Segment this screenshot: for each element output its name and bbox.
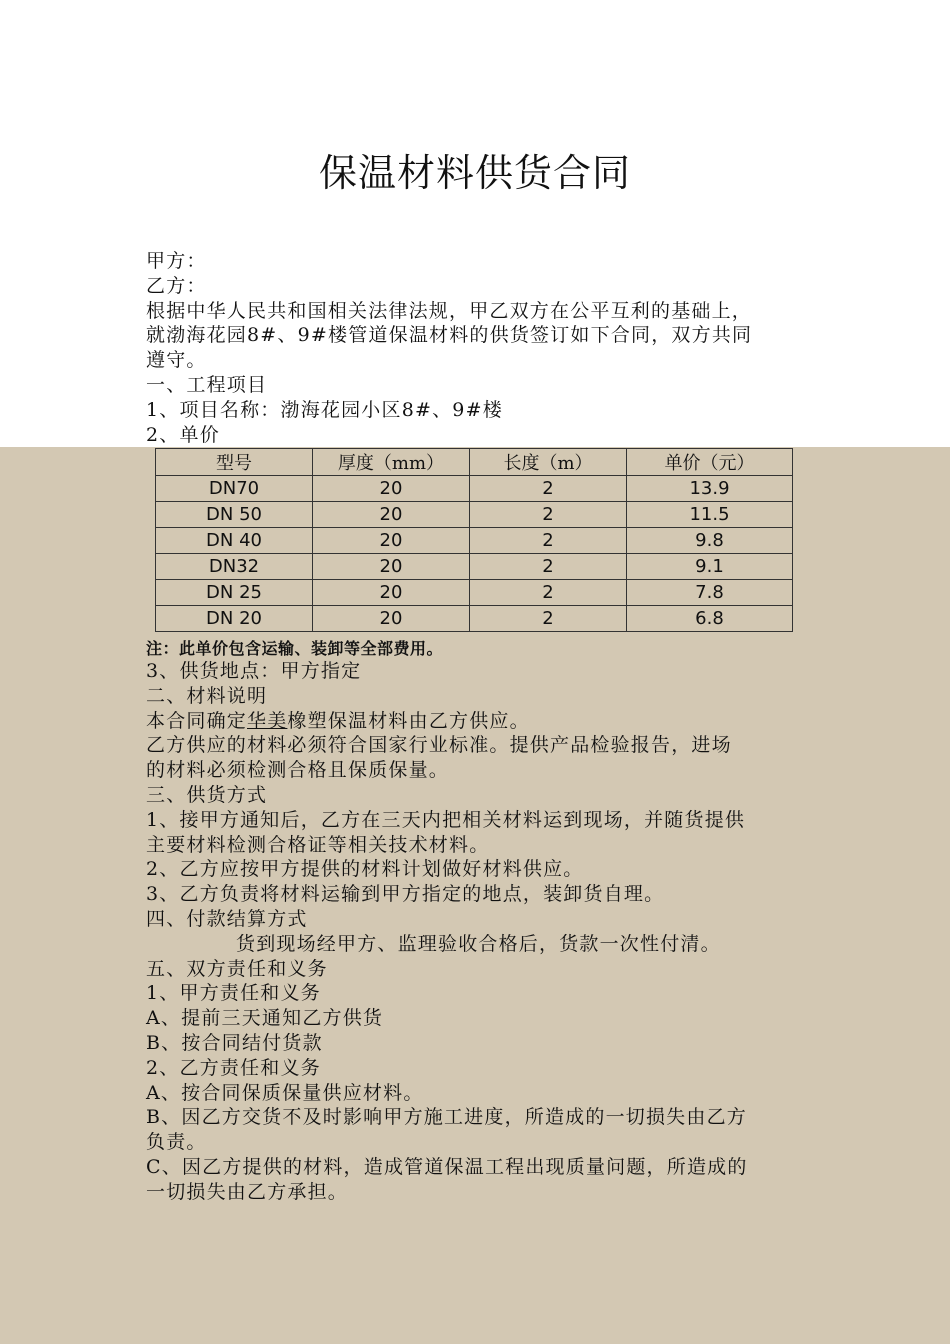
cell-price: 13.9 [627, 476, 793, 502]
supply-method-line: 2、乙方应按甲方提供的材料计划做好材料供应。 [146, 858, 584, 881]
price-table-container [155, 448, 793, 632]
material-line-post: 橡塑保温材料由乙方供应。 [287, 709, 530, 732]
material-line-pre: 本合同确定 [146, 709, 248, 732]
table-row [156, 554, 793, 580]
column-header-length: 长度（m） [470, 449, 627, 476]
project-name: 1、项目名称：渤海花园小区8#、9#楼 [146, 398, 503, 421]
cell-model: DN 20 [156, 606, 313, 632]
intro-line-1: 根据中华人民共和国相关法律法规，甲乙双方在公平互利的基础上， [146, 299, 753, 322]
cell-price: 9.8 [627, 528, 793, 554]
price-table [155, 448, 793, 632]
table-row [156, 528, 793, 554]
section-4-heading: 四、付款结算方式 [146, 907, 308, 930]
table-row [156, 606, 793, 632]
cell-thickness: 20 [313, 528, 470, 554]
cell-price: 7.8 [627, 580, 793, 606]
cell-length: 2 [470, 554, 627, 580]
table-row [156, 502, 793, 528]
contract-header-block [146, 249, 826, 447]
material-standard-line-1: 乙方供应的材料必须符合国家行业标准。提供产品检验报告，进场 [146, 734, 732, 757]
brand-name: 华美 [247, 709, 288, 732]
price-note: 注：此单价包含运输、装卸等全部费用。 [146, 639, 444, 658]
supply-method-line: 1、接甲方通知后，乙方在三天内把相关材料运到现场，并随货提供 [146, 808, 746, 831]
material-brand-line [146, 709, 826, 734]
cell-price: 9.1 [627, 554, 793, 580]
cell-price: 6.8 [627, 606, 793, 632]
intro-line-3: 遵守。 [146, 349, 207, 372]
cell-thickness: 20 [313, 502, 470, 528]
cell-length: 2 [470, 580, 627, 606]
section-1-heading: 一、工程项目 [146, 373, 268, 396]
party-b-label: 乙方： [146, 274, 207, 297]
cell-length: 2 [470, 606, 627, 632]
obligation-line: 2、乙方责任和义务 [146, 1056, 321, 1079]
obligation-line: A、按合同保质保量供应材料。 [146, 1081, 424, 1104]
contract-body-block [146, 659, 826, 1205]
intro-line-2: 就渤海花园8#、9#楼管道保温材料的供货签订如下合同，双方共同 [146, 324, 753, 347]
supply-method-line: 3、乙方负责将材料运输到甲方指定的地点，装卸货自理。 [146, 883, 665, 906]
obligation-line: B、因乙方交货不及时影响甲方施工进度，所造成的一切损失由乙方 [146, 1106, 747, 1129]
table-row [156, 476, 793, 502]
cell-model: DN 25 [156, 580, 313, 606]
section-3-heading: 三、供货方式 [146, 783, 268, 806]
section-2-heading: 二、材料说明 [146, 684, 268, 707]
contract-title: 保温材料供货合同 [318, 151, 631, 195]
cell-thickness: 20 [313, 580, 470, 606]
obligation-line: B、按合同结付货款 [146, 1031, 323, 1054]
cell-thickness: 20 [313, 606, 470, 632]
cell-model: DN70 [156, 476, 313, 502]
cell-thickness: 20 [313, 476, 470, 502]
cell-model: DN 40 [156, 528, 313, 554]
obligation-line: 负责。 [146, 1131, 207, 1154]
obligation-line: C、因乙方提供的材料，造成管道保温工程出现质量问题，所造成的 [146, 1155, 748, 1178]
cell-model: DN32 [156, 554, 313, 580]
table-row [156, 580, 793, 606]
column-header-thickness: 厚度（mm） [313, 449, 470, 476]
material-standard-line-2: 的材料必须检测合格且保质保量。 [146, 759, 450, 782]
unit-price-heading: 2、单价 [146, 423, 220, 446]
delivery-location: 3、供货地点：甲方指定 [146, 660, 362, 682]
cell-length: 2 [470, 476, 627, 502]
column-header-model: 型号 [156, 449, 313, 476]
payment-terms: 货到现场经甲方、监理验收合格后，货款一次性付清。 [236, 932, 721, 955]
cell-length: 2 [470, 528, 627, 554]
obligation-line: 一切损失由乙方承担。 [146, 1180, 349, 1203]
cell-length: 2 [470, 502, 627, 528]
party-a-label: 甲方： [146, 250, 207, 272]
cell-model: DN 50 [156, 502, 313, 528]
obligation-line: A、提前三天通知乙方供货 [146, 1007, 384, 1030]
cell-thickness: 20 [313, 554, 470, 580]
obligation-line: 1、甲方责任和义务 [146, 982, 321, 1005]
cell-price: 11.5 [627, 502, 793, 528]
supply-method-line: 主要材料检测合格证等相关技术材料。 [146, 833, 490, 856]
section-5-heading: 五、双方责任和义务 [146, 957, 328, 980]
column-header-price: 单价（元） [627, 449, 793, 476]
table-header-row [156, 449, 793, 476]
